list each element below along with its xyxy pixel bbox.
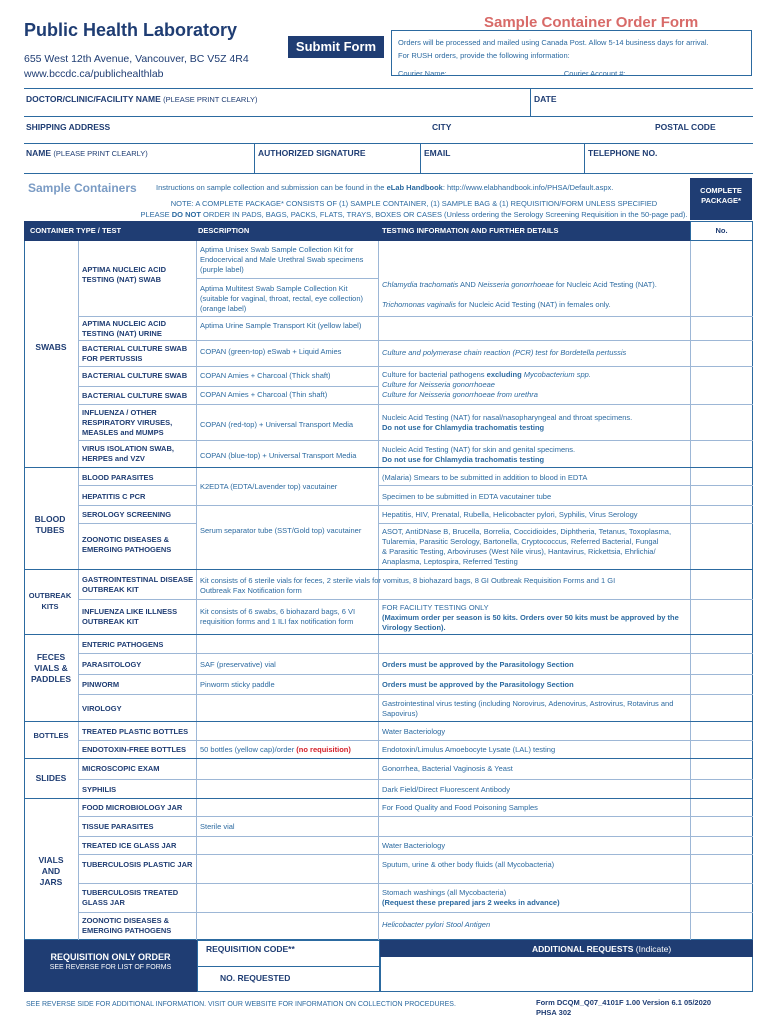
category-outbreak-kits: OUTBREAK KITS — [28, 591, 72, 611]
date-field[interactable]: DATE — [534, 94, 557, 104]
col-header-info: TESTING INFORMATION AND FURTHER DETAILS — [382, 226, 559, 235]
row-divider — [78, 340, 753, 341]
courier-name-input[interactable] — [449, 68, 554, 76]
facility-hint: (PLEASE PRINT CLEARLY) — [163, 95, 258, 104]
divider — [78, 523, 196, 524]
no-requested-label: NO. REQUESTED — [220, 973, 291, 983]
courier-name-label: Courier Name: — [398, 69, 447, 78]
col-header-type: CONTAINER TYPE / TEST — [30, 226, 122, 235]
info-virology: Gastrointestinal virus testing (including Norovirus, Adenovirus, Astrovirus, Rotavirus and Sapovirus) — [382, 699, 674, 718]
row-tissue-parasites: TISSUE PARASITES — [82, 822, 154, 831]
form-version: Form DCQM_Q07_4101F 1.00 Version 6.1 05/2020 — [536, 998, 712, 1007]
divider — [24, 758, 753, 759]
info-ct-ng: Chlamydia trachomatis AND Neisseria gonorrhoeae for Nucleic Acid Testing (NAT). — [382, 280, 657, 289]
warning-ili-max: (Maximum order per season is 50 kits. Orders over 50 kits must be approved by the Virology Section). — [382, 613, 679, 632]
row-divider — [78, 740, 753, 741]
package-note — [136, 198, 692, 220]
row-divider — [78, 386, 378, 387]
row-zoonotic: ZOONOTIC DISEASES & EMERGING PATHOGENS — [82, 535, 172, 554]
row-tb-plastic: TUBERCULOSIS PLASTIC JAR — [82, 860, 193, 869]
info-zoonotic: ASOT, AntiDNase B, Brucella, Borrelia, Coccidioides, Diphtheria, Tetanus, Toxoplasma, Tularemia, Parasitic Serology, Bartonella, Cryptococcus, Referred Bacterial, Fungal & Parasitic Testing, Arboviruses (West Nile virus), Hantavirus, Rickettsia, Ehrlichia/ Anaplasma, Leptospira, Referred Testing — [382, 527, 672, 566]
row-parasitology: PARASITOLOGY — [82, 660, 142, 669]
requisition-only-label: REQUISITION ONLY ORDER — [50, 952, 171, 962]
warning-tb-glass: (Request these prepared jars 2 weeks in advance) — [382, 898, 560, 907]
col-header-description: DESCRIPTION — [198, 226, 250, 235]
courier-account-label: Courier Account #: — [563, 69, 626, 78]
row-microscopic: MICROSCOPIC EXAM — [82, 764, 160, 773]
desc-influenza: COPAN (red-top) + Universal Transport Media — [200, 420, 354, 429]
row-divider — [78, 440, 753, 441]
divider — [24, 88, 753, 89]
desc-aptima-urine: Aptima Urine Sample Transport Kit (yellow label) — [200, 321, 362, 330]
row-plastic-bottles: TREATED PLASTIC BOTTLES — [82, 727, 189, 736]
row-divider — [78, 316, 753, 317]
divider — [254, 143, 255, 173]
divider — [78, 485, 196, 486]
row-bacterial-thin: BACTERIAL CULTURE SWAB — [82, 391, 188, 400]
row-divider — [78, 816, 753, 817]
desc-bacterial-thin: COPAN Amies + Charcoal (Thin shaft) — [200, 390, 328, 399]
row-aptima-swab: APTIMA NUCLEIC ACID TESTING (NAT) SWAB — [82, 265, 167, 284]
rush-order-notice — [391, 30, 752, 76]
row-blood-parasites: BLOOD PARASITES — [82, 473, 154, 482]
divider — [24, 798, 753, 799]
desc-sterile-vial: Sterile vial — [200, 822, 235, 831]
row-divider — [78, 505, 753, 506]
requisition-code-label: REQUISITION CODE** — [206, 944, 295, 954]
desc-aptima-multitest: Aptima Multitest Swab Sample Collection Kit (suitable for vaginal, throat, rectal, eye collection) (orange label) — [200, 284, 363, 313]
desc-pertussis: COPAN (green-top) eSwab + Liquid Amies — [200, 347, 342, 356]
row-divider — [78, 653, 753, 654]
info-blood-parasites: (Malaria) Smears to be submitted in addition to blood in EDTA — [382, 473, 588, 482]
postal-code-field[interactable]: POSTAL CODE — [655, 122, 716, 132]
desc-aptima-unisex: Aptima Unisex Swab Sample Collection Kit for Endocervical and Male Urethral Swab specimens (purple label) — [200, 245, 364, 274]
desc-pinworm-paddle: Pinworm sticky paddle — [200, 680, 275, 689]
divider — [24, 569, 753, 570]
telephone-field[interactable]: TELEPHONE NO. — [588, 148, 658, 158]
row-divider — [78, 836, 753, 837]
category-swabs: SWABS — [35, 342, 67, 352]
col-header-no: No. — [690, 221, 753, 241]
desc-ili-outbreak: Kit consists of 6 swabs, 6 biohazard bags, 6 VI requisition forms and 1 ILI fax notification form — [200, 607, 356, 626]
address-line: 655 West 12th Avenue, Vancouver, BC V5Z 4R4 — [24, 53, 249, 65]
city-field[interactable]: CITY — [432, 122, 452, 132]
info-h-pylori: Helicobacter pylori Stool Antigen — [382, 920, 491, 929]
website-link[interactable]: www.bccdc.ca/publichealthlab — [24, 68, 164, 80]
rush-note: For RUSH orders, provide the following information: — [398, 51, 570, 60]
desc-gi-outbreak: Kit consists of 6 sterile vials for feces, 2 sterile vials for vomitus, 8 biohazard bags, 8 GI Outbreak Requisition Forms and 1 GI Outbreak Fax Notification form — [200, 576, 616, 595]
row-virus-isolation: VIRUS ISOLATION SWAB, HERPES and VZV — [82, 444, 174, 463]
note-line: PLEASE DO NOT ORDER IN PADS, BAGS, PACKS, FLATS, TRAYS, BOXES OR CASES (Unless ordering the Serology Screening Requisition in the 50-page pad). — [140, 210, 688, 219]
info-neisseria-urethra: Culture for Neisseria gonorrhoeae from urethra — [382, 390, 538, 399]
lab-title: Public Health Laboratory — [24, 20, 238, 40]
row-pinworm: PINWORM — [82, 680, 120, 689]
row-hepatitis-c: HEPATITIS C PCR — [82, 492, 146, 501]
facility-name-field[interactable]: DOCTOR/CLINIC/FACILITY NAME (PLEASE PRINT CLEARLY) — [26, 94, 258, 104]
row-divider — [78, 883, 753, 884]
row-food-micro: FOOD MICROBIOLOGY JAR — [82, 803, 183, 812]
category-vials-jars: VIALS AND JARS — [38, 855, 64, 887]
desc-k2edta: K2EDTA (EDTA/Lavender top) vacutainer — [200, 482, 338, 491]
divider — [378, 485, 753, 486]
desc-virus-isolation: COPAN (blue-top) + Universal Transport Media — [200, 451, 357, 460]
info-ili-facility: FOR FACILITY TESTING ONLY — [382, 603, 489, 612]
row-influenza: INFLUENZA / OTHER RESPIRATORY VIRUSES, MEASLES and MUMPS — [82, 408, 173, 437]
courier-account-input[interactable] — [628, 68, 728, 76]
info-bacterial-pathogens: Culture for bacterial pathogens excluding Mycobacterium spp. — [382, 370, 591, 379]
desc-bacterial-thick: COPAN Amies + Charcoal (Thick shaft) — [200, 371, 331, 380]
instructions: Instructions on sample collection and submission can be found in the eLab Handbook: http://www.elabhandbook.info/PHSA/Default.aspx. — [156, 183, 614, 192]
info-influenza: Nucleic Acid Testing (NAT) for nasal/nasopharyngeal and throat specimens. — [382, 413, 633, 422]
row-endotoxin: ENDOTOXIN-FREE BOTTLES — [82, 745, 187, 754]
row-serology: SEROLOGY SCREENING — [82, 510, 172, 519]
lab-address — [24, 52, 249, 82]
info-pertussis: Culture and polymerase chain reaction (PCR) test for Bordetella pertussis — [382, 348, 627, 357]
shipping-address-field[interactable]: SHIPPING ADDRESS — [26, 122, 111, 132]
row-divider — [78, 694, 753, 695]
divider — [584, 143, 585, 173]
category-blood-tubes: BLOOD TUBES — [34, 514, 66, 535]
info-water-bacteriology: Water Bacteriology — [382, 727, 446, 736]
divider — [196, 278, 378, 279]
phsa-code: PHSA 302 — [536, 1008, 572, 1017]
info-hepatitis-c: Specimen to be submitted in EDTA vacutainer tube — [382, 492, 552, 501]
row-zoonotic-jar: ZOONOTIC DISEASES & EMERGING PATHOGENS — [82, 916, 172, 935]
category-bottles: BOTTLES — [33, 731, 69, 740]
divider — [24, 116, 753, 117]
info-tb-glass: Stomach washings (all Mycobacteria) — [382, 888, 507, 897]
row-divider — [78, 599, 753, 600]
divider — [24, 721, 753, 722]
warning-influenza: Do not use for Chlamydia trachomatis testing — [382, 423, 545, 432]
info-trichomonas: Trichomonas vaginalis for Nucleic Acid Testing (NAT) in females only. — [382, 300, 611, 309]
info-tb-plastic: Sputum, urine & other body fluids (all Mycobacteria) — [382, 860, 555, 869]
bottom-note: SEE REVERSE SIDE FOR ADDITIONAL INFORMATION. VISIT OUR WEBSITE FOR INFORMATION ON COLLECTION PROCEDURES. — [26, 1001, 456, 1008]
info-neisseria: Culture for Neisseria gonorrhoeae — [382, 380, 495, 389]
category-slides: SLIDES — [35, 773, 67, 783]
processing-note: Orders will be processed and mailed using Canada Post. Allow 5-14 business days for arrival. — [398, 38, 709, 47]
divider — [24, 173, 753, 174]
divider — [24, 143, 753, 144]
divider — [197, 966, 380, 967]
divider — [420, 143, 421, 173]
see-reverse-label: SEE REVERSE FOR LIST OF FORMS — [49, 964, 172, 971]
courier-fields — [398, 67, 745, 80]
info-ice-glass: Water Bacteriology — [382, 841, 446, 850]
row-gi-outbreak: GASTROINTESTINAL DISEASE OUTBREAK KIT — [82, 575, 194, 594]
warning-pinworm: Orders must be approved by the Parasitology Section — [382, 680, 574, 689]
warning-parasitology: Orders must be approved by the Parasitology Section — [382, 660, 574, 669]
row-aptima-urine: APTIMA NUCLEIC ACID TESTING (NAT) URINE — [82, 319, 167, 338]
info-microscopic: Gonorrhea, Bacterial Vaginosis & Yeast — [382, 764, 513, 773]
complete-package-badge: COMPLETE PACKAGE* — [690, 178, 752, 220]
divider — [24, 634, 753, 635]
submit-form-button[interactable]: Submit Form — [288, 36, 384, 58]
row-bacterial-thick: BACTERIAL CULTURE SWAB — [82, 371, 188, 380]
additional-requests-label: ADDITIONAL REQUESTS (Indicate) — [532, 944, 672, 954]
row-divider — [78, 912, 753, 913]
info-syphilis: Dark Field/Direct Fluorescent Antibody — [382, 785, 510, 794]
divider — [24, 467, 753, 468]
row-divider — [78, 366, 753, 367]
desc-saf-vial: SAF (preservative) vial — [200, 660, 276, 669]
row-divider — [78, 404, 753, 405]
name-hint: (PLEASE PRINT CLEARLY) — [53, 149, 148, 158]
info-virus-isolation: Nucleic Acid Testing (NAT) for skin and genital specimens. — [382, 445, 576, 454]
divider — [378, 523, 753, 524]
name-field[interactable]: NAME (PLEASE PRINT CLEARLY) — [26, 148, 148, 158]
form-title: Sample Container Order Form — [484, 14, 699, 31]
form-code — [536, 998, 711, 1018]
warning-virus-isolation: Do not use for Chlamydia trachomatis testing — [382, 455, 545, 464]
row-divider — [78, 674, 753, 675]
info-food-micro: For Food Quality and Food Poisoning Samples — [382, 803, 538, 812]
row-divider — [78, 779, 753, 780]
row-divider — [78, 854, 753, 855]
row-virology: VIROLOGY — [82, 704, 122, 713]
row-syphilis: SYPHILIS — [82, 785, 117, 794]
row-ili-outbreak: INFLUENZA LIKE ILLNESS OUTBREAK KIT — [82, 607, 178, 626]
email-field[interactable]: EMAIL — [424, 148, 451, 158]
info-endotoxin: Endotoxin/Limulus Amoebocyte Lysate (LAL) testing — [382, 745, 556, 754]
divider — [530, 88, 531, 116]
section-title: Sample Containers — [28, 181, 137, 195]
row-ice-glass-jar: TREATED ICE GLASS JAR — [82, 841, 177, 850]
desc-serum-separator: Serum separator tube (SST/Gold top) vacutainer — [200, 526, 362, 535]
desc-endotoxin: 50 bottles (yellow cap)/order (no requisition) — [200, 745, 351, 754]
category-feces: FECES VIALS & PADDLES — [31, 652, 71, 684]
requisition-only-box — [24, 940, 197, 992]
note-line: NOTE: A COMPLETE PACKAGE* CONSISTS OF (1) SAMPLE CONTAINER, (1) SAMPLE BAG & (1) REQUISITION/FORM UNLESS SPECIFIED — [170, 199, 658, 208]
row-tb-glass: TUBERCULOSIS TREATED GLASS JAR — [82, 888, 179, 907]
row-pertussis: BACTERIAL CULTURE SWAB FOR PERTUSSIS — [82, 344, 188, 363]
signature-field[interactable]: AUTHORIZED SIGNATURE — [258, 148, 366, 158]
info-serology: Hepatitis, HIV, Prenatal, Rubella, Helicobacter pylori, Syphilis, Virus Serology — [382, 510, 638, 519]
row-enteric: ENTERIC PATHOGENS — [82, 640, 164, 649]
